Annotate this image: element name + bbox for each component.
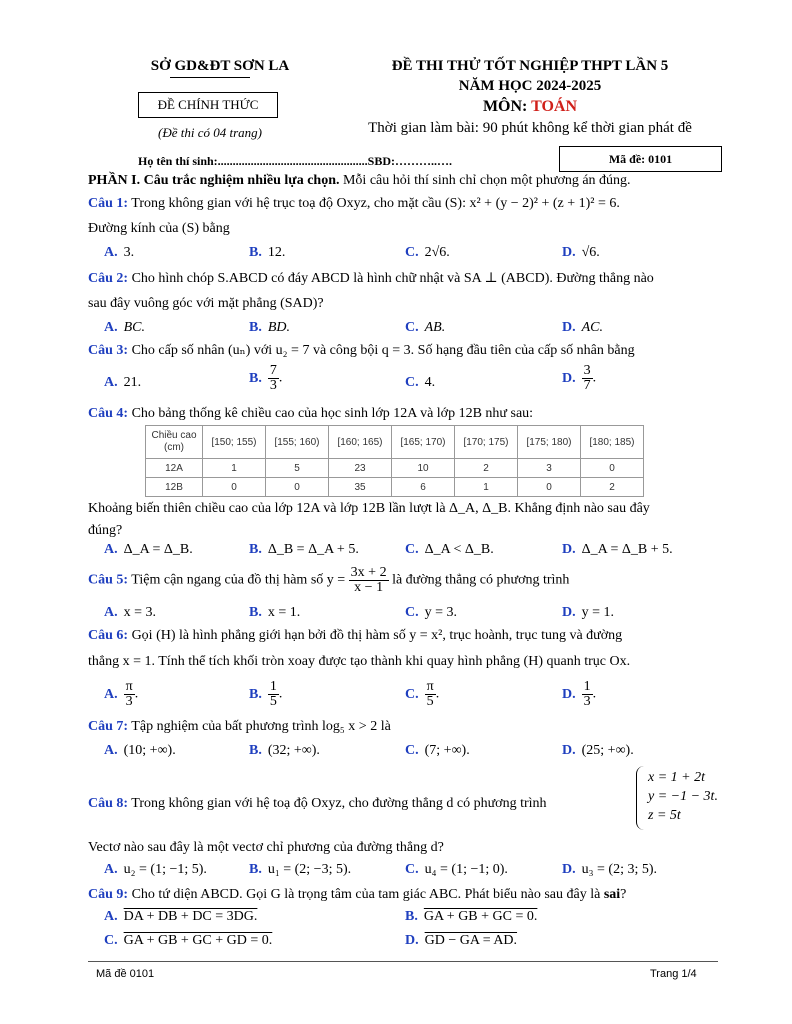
table-cell: 2 <box>581 478 644 497</box>
q1-a-label: A. <box>104 245 118 260</box>
q3-b-fraction <box>268 364 279 393</box>
q6-b-label: B. <box>249 686 262 702</box>
q3-b-num: 7 <box>269 363 277 378</box>
table-cell: 0 <box>203 478 266 497</box>
q6-option-c[interactable]: C. $\frac{\pi}{5}$ . <box>405 679 440 709</box>
q5-d-label: D. <box>562 605 576 620</box>
q7-d-text: (25; +∞). <box>581 743 634 758</box>
q2-option-d[interactable] <box>562 320 603 336</box>
table-cell: 35 <box>329 478 392 497</box>
q5-frac-num: 3x + 2 <box>350 565 387 580</box>
question-3 <box>88 342 718 360</box>
q6-d-label: D. <box>562 686 576 702</box>
q5-b-text: x = 1. <box>267 605 301 620</box>
part1-heading <box>88 172 718 190</box>
q8-d-text: u₃ = (2; 3; 5). <box>581 862 658 877</box>
pages-note: (Đề thi có 04 trang) <box>158 125 262 140</box>
department-name: SỞ GD&ĐT SƠN LA <box>150 58 290 74</box>
q1-option-c[interactable] <box>405 245 450 261</box>
q7-option-c[interactable] <box>405 743 470 759</box>
q6-option-d[interactable]: D. $\frac{1}{3}$ . <box>562 679 597 709</box>
q6-a-fraction <box>124 680 135 709</box>
q5-frac-den: x − 1 <box>354 580 384 595</box>
q9-a-label: A. <box>104 909 118 924</box>
q8-d-label: D. <box>562 862 576 877</box>
q7-a-text: (10; +∞). <box>123 743 176 758</box>
q2-option-c[interactable] <box>405 320 445 336</box>
q6-d-num: 1 <box>583 679 591 694</box>
q7-option-b[interactable] <box>249 743 320 759</box>
q9-d-text: GD − GA = AD. <box>424 933 518 948</box>
question-2 <box>88 270 718 288</box>
table-header-row <box>146 426 644 459</box>
part1-instruction: Mỗi câu hỏi thí sinh chỉ chọn một phương án đúng. <box>339 173 631 188</box>
q6-b-fraction <box>268 680 279 709</box>
q3-a-label: A. <box>104 375 118 390</box>
table-header-cell: [165; 170) <box>392 426 455 459</box>
q5-option-c[interactable] <box>405 605 457 621</box>
table-header-cell: [150; 155) <box>203 426 266 459</box>
q7-option-a[interactable] <box>104 743 176 759</box>
q9-a-text: DA + DB + DC = 3DG. <box>123 909 258 924</box>
q2-b-text: BD. <box>267 320 291 335</box>
q2-c-label: C. <box>405 320 419 335</box>
q4-c-label: C. <box>405 542 419 557</box>
q4-text: Cho bảng thống kê chiều cao của học sinh lớp 12A và lớp 12B như sau: <box>128 406 534 421</box>
q5-option-d[interactable] <box>562 605 614 621</box>
table-header-cell: Chiều cao (cm) <box>146 426 203 459</box>
footer-page-number: Trang 1/4 <box>650 968 697 980</box>
q1-option-a[interactable] <box>104 245 134 261</box>
q8-eq-x: x = 1 + 2t <box>648 770 705 785</box>
q5-c-label: C. <box>405 605 419 620</box>
q5-option-b[interactable] <box>249 605 300 621</box>
q3-c-label: C. <box>405 375 419 390</box>
q1-text: Trong không gian với hệ trục toạ độ Oxyz, cho mặt cầu (S): x² + (y − 2)² + (z + 1)² = 6. <box>128 196 620 211</box>
table-row <box>146 478 644 497</box>
q8-eq-y: y = −1 − 3t. <box>648 789 718 804</box>
q1-b-text: 12. <box>267 245 286 260</box>
q8-text-2: Vectơ nào sau đây là một vectơ chỉ phương của đường thẳng d? <box>88 840 444 855</box>
q6-b-num: 1 <box>269 679 277 694</box>
footer-exam-code: Mã đề 0101 <box>96 968 155 980</box>
q7-b-text: (32; +∞). <box>267 743 320 758</box>
q2-b-label: B. <box>249 320 262 335</box>
q3-option-d[interactable]: D. $\frac{3}{7}$ . <box>562 363 597 393</box>
q1-c-text: 2√6. <box>424 245 450 260</box>
q3-d-num: 3 <box>583 363 591 378</box>
q5-text: Tiệm cận ngang của đồ thị hàm số y = <box>128 572 346 588</box>
q8-text: Trong không gian với hệ toạ độ Oxyz, cho đường thẳng d có phương trình <box>128 796 547 811</box>
q7-c-label: C. <box>405 743 419 758</box>
q1-text-2: Đường kính của (S) bằng <box>88 221 230 236</box>
q4-label: Câu 4: <box>88 406 129 421</box>
official-box: ĐỀ CHÍNH THỨC <box>138 92 278 118</box>
q2-d-text: AC. <box>581 320 604 335</box>
q2-label: Câu 2: <box>88 271 129 286</box>
q1-d-label: D. <box>562 245 576 260</box>
q3-option-c[interactable] <box>405 375 435 391</box>
q7-label: Câu 7: <box>88 719 129 734</box>
q5-a-label: A. <box>104 605 118 620</box>
table-header-cell: [155; 160) <box>266 426 329 459</box>
q9-option-c[interactable] <box>104 933 272 949</box>
q4-b-text: Δ_B = Δ_A + 5. <box>267 542 359 557</box>
q2-option-a[interactable] <box>104 320 145 336</box>
q5-c-text: y = 3. <box>424 605 458 620</box>
table-cell: 3 <box>518 459 581 478</box>
q6-option-a[interactable]: A. $\frac{\pi}{3}$ . <box>104 679 139 709</box>
q6-d-fraction <box>582 680 593 709</box>
table-cell: 5 <box>266 459 329 478</box>
table-cell: 1 <box>455 478 518 497</box>
student-info-line: Họ tên thí sinh:..................................................SBD:………..…. <box>138 154 453 168</box>
q6-a-num: π <box>125 679 133 694</box>
q2-a-text: BC. <box>123 320 146 335</box>
question-9 <box>88 886 718 904</box>
q8-option-c[interactable] <box>405 862 508 878</box>
q6-label: Câu 6: <box>88 628 129 643</box>
system-brace <box>636 766 645 830</box>
q5-text-after: là đường thẳng có phương trình <box>388 572 570 588</box>
q3-text: Cho cấp số nhân (uₙ) với u₂ = 7 và công bội q = 3. Số hạng đầu tiên của cấp số nhân bằng <box>128 343 635 358</box>
q3-b-label: B. <box>249 370 262 386</box>
q3-b-den: 3 <box>269 378 277 393</box>
q4-d-label: D. <box>562 542 576 557</box>
q6-c-fraction <box>425 680 436 709</box>
table-cell: 1 <box>203 459 266 478</box>
q3-label: Câu 3: <box>88 343 129 358</box>
q2-d-label: D. <box>562 320 576 335</box>
q8-option-b[interactable] <box>249 862 351 878</box>
q3-d-fraction <box>582 364 593 393</box>
q9-label: Câu 9: <box>88 887 129 902</box>
q4-a-label: A. <box>104 542 118 557</box>
q6-c-label: C. <box>405 686 419 702</box>
table-row <box>146 459 644 478</box>
q4-d-text: Δ_A = Δ_B + 5. <box>581 542 673 557</box>
q5-d-text: y = 1. <box>581 605 615 620</box>
q8-c-label: C. <box>405 862 419 877</box>
q9-c-text: GA + GB + GC + GD = 0. <box>123 933 273 948</box>
q4-option-a[interactable] <box>104 542 193 558</box>
q5-b-label: B. <box>249 605 262 620</box>
q9-text-bold: sai <box>603 887 621 902</box>
q6-a-label: A. <box>104 686 118 702</box>
q5-a-text: x = 3. <box>123 605 157 620</box>
q7-c-text: (7; +∞). <box>424 743 470 758</box>
q1-option-d[interactable] <box>562 245 600 261</box>
exam-code-box: Mã đề: 0101 <box>559 146 722 172</box>
q9-option-b[interactable] <box>405 909 537 925</box>
q5-option-a[interactable] <box>104 605 156 621</box>
q4-option-b[interactable] <box>249 542 359 558</box>
table-cell: 10 <box>392 459 455 478</box>
q1-c-label: C. <box>405 245 419 260</box>
q8-option-a[interactable] <box>104 862 207 878</box>
q3-option-b[interactable]: B. $\frac{7}{3}$ . <box>249 363 283 393</box>
question-5 <box>88 566 718 595</box>
q8-a-label: A. <box>104 862 118 877</box>
q5-fraction <box>349 566 389 595</box>
q4-a-text: Δ_A = Δ_B. <box>123 542 193 557</box>
question-8 <box>88 795 618 813</box>
q3-option-a[interactable] <box>104 375 141 391</box>
q7-d-label: D. <box>562 743 576 758</box>
subject <box>340 98 720 116</box>
line-equation-system <box>648 768 718 825</box>
subject-name: TOÁN <box>531 98 578 115</box>
footer-divider <box>88 961 718 962</box>
question-7 <box>88 718 718 736</box>
table-header-cell: [160; 165) <box>329 426 392 459</box>
q3-c-text: 4. <box>424 375 436 390</box>
school-year: NĂM HỌC 2024-2025 <box>458 78 602 94</box>
q4-b-label: B. <box>249 542 262 557</box>
table-header-cell: [175; 180) <box>518 426 581 459</box>
q9-c-label: C. <box>104 933 118 948</box>
q3-d-den: 7 <box>583 378 591 393</box>
q2-a-label: A. <box>104 320 118 335</box>
q7-option-d[interactable] <box>562 743 634 759</box>
q9-text: Cho tứ diện ABCD. Gọi G là trọng tâm của tam giác ABC. Phát biểu nào sau đây là <box>128 887 604 902</box>
q1-b-label: B. <box>249 245 262 260</box>
question-4 <box>88 405 718 423</box>
q7-text: Tập nghiệm của bất phương trình log₅ x > 2 là <box>128 719 391 734</box>
q1-a-text: 3. <box>123 245 135 260</box>
q8-b-label: B. <box>249 862 262 877</box>
question-6 <box>88 627 718 645</box>
table-cell: 6 <box>392 478 455 497</box>
exam-title: ĐỀ THI THỬ TỐT NGHIỆP THPT LẦN 5 <box>391 58 669 74</box>
q6-c-num: π <box>426 679 434 694</box>
q8-label: Câu 8: <box>88 796 129 811</box>
q1-d-text: √6. <box>581 245 600 260</box>
q2-text-2: sau đây vuông góc với mặt phẳng (SAD)? <box>88 296 324 311</box>
q9-text-end: ? <box>620 887 627 902</box>
q4-option-c[interactable] <box>405 542 494 558</box>
q9-option-d[interactable] <box>405 933 517 949</box>
height-stats-table <box>145 425 644 497</box>
q6-text-2: thẳng x = 1. Tính thể tích khối tròn xoay được tạo thành khi quay hình phẳng (H) quanh trục Ox. <box>88 654 631 669</box>
q5-label: Câu 5: <box>88 572 129 588</box>
q9-b-text: GA + GB + GC = 0. <box>423 909 538 924</box>
q9-option-a[interactable] <box>104 909 257 925</box>
table-cell: 12B <box>146 478 203 497</box>
part1-title: PHẦN I. Câu trắc nghiệm nhiều lựa chọn. <box>88 173 340 188</box>
q3-a-text: 21. <box>123 375 142 390</box>
q9-b-label: B. <box>405 909 418 924</box>
q4-c-text: Δ_A < Δ_B. <box>424 542 494 557</box>
q6-b-den: 5 <box>269 694 277 709</box>
q1-option-b[interactable] <box>249 245 285 261</box>
table-header-cell: [170; 175) <box>455 426 518 459</box>
q8-a-text: u₂ = (1; −1; 5). <box>123 862 207 877</box>
q6-text: Gọi (H) là hình phẳng giới hạn bởi đồ thị hàm số y = x², trục hoành, trục tung và đường <box>128 628 623 643</box>
q2-c-text: AB. <box>424 320 446 335</box>
table-cell: 0 <box>266 478 329 497</box>
q3-d-label: D. <box>562 370 576 386</box>
q4-text-3: đúng? <box>88 523 123 538</box>
q8-c-text: u₄ = (1; −1; 0). <box>424 862 508 877</box>
q6-a-den: 3 <box>125 694 133 709</box>
q2-text: Cho hình chóp S.ABCD có đáy ABCD là hình chữ nhật và SA ⊥ (ABCD). Đường thẳng nào <box>128 271 654 286</box>
q4-text-2: Khoảng biến thiên chiều cao của lớp 12A và lớp 12B lần lượt là Δ_A, Δ_B. Khẳng định nào sau đây <box>88 501 650 516</box>
q6-c-den: 5 <box>426 694 434 709</box>
q6-option-b[interactable]: B. $\frac{1}{5}$ . <box>249 679 283 709</box>
q1-label: Câu 1: <box>88 196 129 211</box>
table-header-cell: [180; 185) <box>581 426 644 459</box>
q7-a-label: A. <box>104 743 118 758</box>
table-cell: 0 <box>518 478 581 497</box>
question-1 <box>88 195 718 213</box>
table-cell: 23 <box>329 459 392 478</box>
q8-option-d[interactable] <box>562 862 657 878</box>
q7-b-label: B. <box>249 743 262 758</box>
table-cell: 12A <box>146 459 203 478</box>
q8-b-text: u₁ = (2; −3; 5). <box>267 862 352 877</box>
exam-time: Thời gian làm bài: 90 phút không kể thời gian phát đề <box>368 120 692 136</box>
q6-d-den: 3 <box>583 694 591 709</box>
subject-label: MÔN: <box>482 98 532 115</box>
q8-eq-z: z = 5t <box>648 808 681 823</box>
q9-d-label: D. <box>405 933 419 948</box>
table-cell: 2 <box>455 459 518 478</box>
dept-underline <box>170 77 250 78</box>
q4-option-d[interactable] <box>562 542 673 558</box>
table-cell: 0 <box>581 459 644 478</box>
q2-option-b[interactable] <box>249 320 290 336</box>
